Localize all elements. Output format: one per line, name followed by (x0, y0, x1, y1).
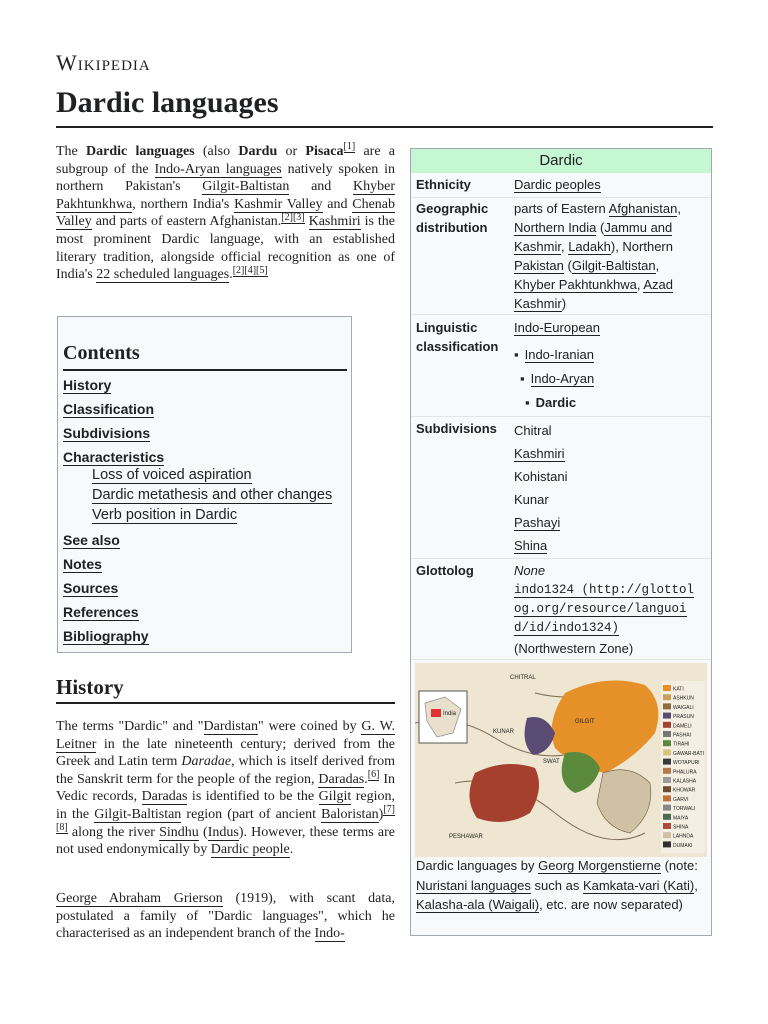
map-legend-swatch (663, 841, 671, 847)
row-divider (411, 197, 711, 198)
map-legend-label: PRASUN (673, 714, 694, 721)
map-legend-swatch (663, 703, 671, 709)
text: ) (378, 806, 384, 822)
map-legend-swatch (663, 832, 671, 838)
infobox-label-geographic: Geographic distribution (416, 201, 489, 235)
wiki-link[interactable]: Pakistan (514, 258, 564, 273)
infobox (410, 148, 712, 936)
map-legend-label: KATI (673, 686, 684, 693)
subdivision-shina[interactable]: Shina (514, 538, 548, 553)
section-heading-history: History (56, 675, 124, 699)
wiki-link[interactable]: Dardistan (203, 719, 258, 734)
text: ) (561, 296, 567, 311)
wiki-link[interactable]: George Abraham Grierson (56, 891, 223, 906)
map-legend-label: PHALURA (673, 769, 697, 776)
text: . (364, 771, 368, 787)
classification-level-3 (525, 393, 715, 412)
text: , (677, 201, 681, 216)
text: is identified to be the (187, 789, 319, 805)
map-legend-swatch (663, 814, 671, 820)
map-label: CHITRAL (510, 675, 536, 681)
text: . (289, 842, 294, 858)
citation-link[interactable]: [2][3] (281, 211, 305, 223)
map-legend-label: DUMAKI (673, 842, 693, 849)
wiki-link[interactable]: Kashmir Valley (234, 196, 323, 212)
wiki-link[interactable]: Gilgit-Baltistan (94, 806, 182, 822)
text: ), Northern (610, 239, 673, 254)
subdivision-kashmiri[interactable]: Kashmiri (514, 446, 565, 461)
infobox-link-indo-european[interactable]: Indo-European (514, 320, 601, 335)
text: In Vedic records, (56, 771, 395, 805)
text: and parts of eastern Afghanistan. (91, 214, 282, 230)
wiki-link[interactable]: Daradas (318, 771, 365, 787)
text: in the late nineteenth century; derived from the Greek and Latin term (56, 736, 395, 770)
infobox-title: Dardic (411, 149, 711, 173)
toc-subitem-metathesis[interactable]: Dardic metathesis and other changes (92, 487, 333, 503)
infobox-current-dardic: Dardic (535, 395, 577, 410)
toc-item-classification[interactable]: Classification (63, 401, 155, 417)
map-caption (416, 856, 706, 915)
map-legend-swatch (663, 823, 671, 829)
wiki-link[interactable]: Georg Morgenstierne (538, 858, 661, 873)
infobox-link-indo-aryan[interactable]: Indo-Aryan (530, 371, 595, 386)
map-legend-label: KHOWAR (673, 787, 696, 794)
map-legend-label: ASHKUN (673, 695, 694, 702)
infobox-link-dardic-peoples[interactable]: Dardic peoples (514, 177, 601, 192)
bold-term: Dardu (238, 144, 278, 159)
text: such as (530, 877, 583, 893)
subdivision-kunar: Kunar (514, 492, 549, 507)
text: parts of Eastern (514, 201, 609, 216)
wiki-link[interactable]: Daradas (141, 789, 188, 805)
wiki-link[interactable]: Chenab Valley (56, 196, 395, 230)
glottolog-link[interactable]: indo1324 (http://glottolog.org/resource/languoid/id/indo1324) (514, 583, 695, 635)
map-legend-label: PASHAI (673, 732, 691, 739)
wiki-link[interactable]: Khyber Pakhtunkhwa (514, 277, 637, 292)
text: , which is itself derived from the Sanskrit term for the people of the region, (56, 754, 395, 787)
glottolog-none: None (514, 563, 546, 578)
lead-paragraph (56, 143, 395, 284)
infobox-link-indo-iranian[interactable]: Indo-Iranian (524, 347, 594, 362)
toc-item-characteristics[interactable]: Characteristics (63, 449, 165, 465)
text: " were coined by (257, 719, 362, 734)
text: , (694, 877, 698, 893)
text: region, in the (56, 789, 396, 822)
wiki-link[interactable]: Kamkata-vari (Kati) (582, 877, 695, 893)
map-legend-label: GAWAR-BATI (673, 750, 704, 757)
map-label: GILGIT (575, 719, 595, 725)
map-label: KUNAR (493, 729, 515, 735)
page-title: Dardic languages (56, 86, 279, 119)
glottolog-zone: (Northwestern Zone) (514, 641, 634, 656)
infobox-label-linguistic: Linguistic classification (416, 320, 499, 354)
text: (note: (660, 858, 698, 873)
history-paragraph-2 (56, 890, 395, 943)
map-legend-label: TIRAHI (673, 741, 690, 748)
toc-divider (63, 369, 347, 371)
wiki-link[interactable]: Afghanistan (608, 201, 678, 216)
bold-term: Pisaca (305, 144, 344, 159)
wiki-link[interactable]: Gilgit (318, 789, 352, 805)
map-legend-label: MAIYA (673, 815, 689, 822)
toc-subitem-voiced-aspiration[interactable]: Loss of voiced aspiration (92, 467, 252, 483)
map-legend-label: LAHNDA (673, 833, 694, 840)
toc-item-history[interactable]: History (63, 377, 112, 393)
wiki-link[interactable]: Indus (207, 824, 239, 840)
map-inset-highlight (431, 709, 441, 717)
wiki-link[interactable]: Gilgit-Baltistan (571, 258, 656, 273)
wiki-link[interactable]: Jammu and Kashmir (514, 220, 673, 254)
text: , northern India's (132, 196, 235, 212)
wiki-link[interactable]: Kashmiri (308, 214, 361, 230)
italic-term: Daradae (181, 754, 232, 770)
wiki-link[interactable]: Khyber Pakhtunkhwa (56, 179, 396, 212)
text: , etc. are now separated) (539, 897, 683, 912)
map-legend-label: TORWALI (673, 806, 696, 813)
map-legend-swatch (663, 749, 671, 755)
toc-item-references[interactable]: References (63, 604, 139, 620)
row-divider (411, 416, 711, 417)
wiki-link[interactable]: Northern India (514, 220, 597, 235)
map-legend-swatch (663, 759, 671, 765)
text: Dardic languages by (416, 858, 539, 873)
map-legend-label: DAMELI (673, 723, 692, 730)
classification-level-1 (514, 345, 704, 364)
wiki-link[interactable]: Ladakh (568, 239, 611, 254)
map-legend-label: SHINA (673, 824, 689, 831)
text: or (277, 144, 306, 159)
wiki-link[interactable]: Dardic people (210, 842, 290, 858)
map-legend-label: WAIGALI (673, 704, 694, 711)
map-legend-swatch (663, 731, 671, 737)
map-legend-swatch (663, 768, 671, 774)
map-label: SWAT (543, 759, 560, 765)
wiki-link[interactable]: Nuristani languages (416, 877, 531, 893)
toc-item-bibliography[interactable]: Bibliography (63, 628, 149, 644)
toc-subitem-verb-position[interactable]: Verb position in Dardic (92, 507, 238, 523)
dardic-languages-map-image[interactable] (415, 663, 707, 857)
row-divider (411, 659, 711, 660)
text: and (322, 196, 353, 212)
wiki-link[interactable]: Azad Kashmir (514, 277, 674, 311)
text: along the river (67, 824, 160, 840)
map-legend-swatch (663, 694, 671, 700)
wiki-link[interactable]: G. W. Leitner (56, 719, 395, 752)
map-legend-swatch (663, 685, 671, 691)
map-region-lahnda (469, 764, 539, 822)
text: The terms "Dardic" and " (56, 719, 204, 734)
citation-link[interactable]: [2][4][5] (232, 264, 268, 276)
wiki-link[interactable]: Sindhu (159, 824, 199, 840)
map-legend-swatch (663, 777, 671, 783)
subdivision-kohistani: Kohistani (514, 469, 568, 484)
citation-link[interactable]: [6] (367, 769, 380, 781)
title-divider (56, 126, 713, 128)
wiki-link[interactable]: Indo-Aryan languages (154, 161, 282, 177)
text: region (part of ancient (181, 806, 322, 822)
text: , (655, 258, 660, 273)
map-legend-swatch (663, 713, 671, 719)
citation-link[interactable]: [7][8] (56, 804, 395, 833)
classification-level-2 (520, 369, 710, 388)
map-legend-swatch (663, 722, 671, 728)
text: (also (194, 144, 239, 159)
text: ( (563, 258, 572, 273)
text: natively spoken in northern Pakistan's (56, 161, 395, 195)
map-legend-label: GARVI (673, 796, 689, 803)
toc-title: Contents (63, 342, 140, 364)
map-legend-swatch (663, 786, 671, 792)
map-legend-label: KALASHA (673, 778, 697, 785)
text: The (56, 144, 87, 159)
history-paragraph-1 (56, 718, 395, 859)
bold-term: Dardic languages (86, 144, 195, 159)
section-divider (56, 702, 395, 704)
map-legend-swatch (663, 740, 671, 746)
row-divider (411, 558, 711, 559)
wiki-link[interactable]: Baloristan (321, 806, 379, 822)
text: ( (596, 220, 605, 235)
subdivision-pashayi[interactable]: Pashayi (514, 515, 561, 530)
citation-link[interactable]: [1] (343, 141, 356, 153)
text: and (289, 179, 354, 195)
text: ( (198, 824, 208, 840)
map-label: PESHAWAR (449, 834, 483, 840)
wiki-link[interactable]: 22 scheduled languages (96, 267, 230, 283)
row-divider (411, 314, 711, 315)
map-legend-swatch (663, 805, 671, 811)
subdivision-chitral: Chitral (514, 423, 552, 438)
table-of-contents (57, 316, 352, 653)
wikipedia-logo[interactable]: Wikipedia (56, 50, 151, 75)
toc-item-sources[interactable]: Sources (63, 580, 119, 596)
toc-item-subdivisions[interactable]: Subdivisions (63, 425, 151, 441)
wiki-link[interactable]: Indo- (314, 926, 345, 942)
text: , (636, 277, 644, 292)
toc-item-notes[interactable]: Notes (63, 556, 102, 572)
text: are a subgroup of the (56, 144, 395, 177)
toc-item-see-also[interactable]: See also (63, 532, 120, 548)
infobox-label-subdivisions: Subdivisions (416, 421, 497, 436)
wiki-link[interactable]: Kalasha-ala (Waigali) (416, 897, 540, 912)
text: is the most prominent Dardic language, with an established literary tradition, alongside official recognition as one of India's (56, 214, 395, 283)
text: . (229, 267, 233, 283)
infobox-value-geographic (514, 199, 704, 313)
infobox-label-ethnicity: Ethnicity (416, 177, 471, 192)
wiki-link[interactable]: Gilgit-Baltistan (202, 179, 290, 195)
text: ). However, these terms are not used endonymically by (56, 824, 395, 858)
infobox-label-glottolog: Glottolog (416, 563, 474, 578)
map-legend-label: WOTAPURI (673, 760, 700, 767)
text: (1919), with scant data, postulated a family of "Dardic languages", which he characterised as an independent branch of the (56, 891, 395, 942)
text: , (560, 239, 569, 254)
map-label: India (443, 711, 457, 717)
map-legend-swatch (663, 795, 671, 801)
